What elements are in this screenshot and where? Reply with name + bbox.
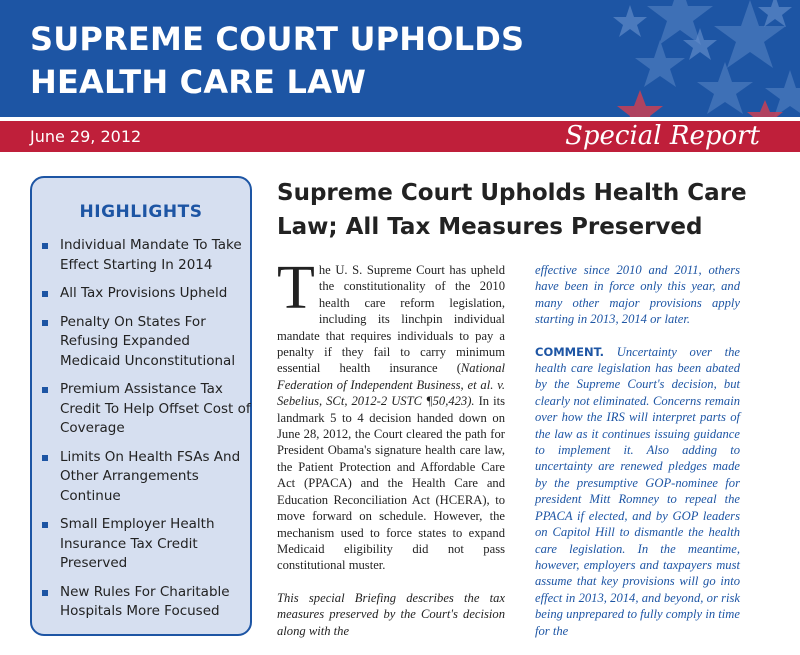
report-headline: [30, 18, 630, 104]
article-column-left: [277, 254, 506, 655]
date-bar: [0, 121, 800, 152]
article-paragraph: This special Briefing describes the tax measures preserved by the Court's decision along with the: [277, 590, 505, 638]
comment-label: COMMENT.: [535, 344, 605, 359]
stars-decoration-icon: [600, 0, 800, 117]
comment-paragraph: COMMENT. Uncertainty over the health care legislation has been abated by the Supreme Court's decision, but clearly not eliminated. Concerns remain over how the IRS will interpret parts of the law as it continues issuing guidance to implement it. Also adding to uncertainty are renewed pledges made by the presumptive GOP-nominee for president Mitt Romney to repeal the PPACA if elected, and by GOP leaders on Capitol Hill to dismantle the health care legislation. In the meantime, however, employers and taxpayers must assume that key provisions will go into effect in 2013, 2014, and beyond, or risk being unprepared to fully comply in time for the: [535, 344, 740, 638]
case-citation: National Federation of Independent Business, et al. v. Sebelius, SCt, 2012-2 USTC ¶50,423).: [277, 361, 505, 409]
highlight-item: Penalty On States For Refusing Expanded Medicaid Unconstitutional: [40, 313, 252, 372]
highlights-sidebar: [30, 176, 252, 636]
highlights-title: HIGHLIGHTS: [79, 202, 203, 222]
square-bullet-icon: [42, 522, 48, 528]
masthead: [0, 0, 800, 117]
highlight-item: Limits On Health FSAs And Other Arrangements Continue: [40, 448, 252, 507]
square-bullet-icon: [42, 455, 48, 461]
drop-cap: T: [277, 254, 315, 322]
publication-date: June 29, 2012: [30, 127, 142, 146]
article-title-line-2: Law; All Tax Measures Preserved: [277, 214, 703, 240]
headline-line-2: HEALTH CARE LAW: [30, 63, 367, 101]
article-title-line-1: Supreme Court Upholds Health Care: [277, 180, 747, 206]
highlight-item: Individual Mandate To Take Effect Starting In 2014: [40, 236, 252, 275]
headline-line-1: SUPREME COURT UPHOLDS: [30, 20, 525, 58]
highlight-item: New Rules For Charitable Hospitals More Focused: [40, 583, 252, 622]
square-bullet-icon: [42, 320, 48, 326]
highlight-item: Premium Assistance Tax Credit To Help Offset Cost of Coverage: [40, 380, 252, 439]
square-bullet-icon: [42, 590, 48, 596]
highlight-item: Small Employer Health Insurance Tax Credit Preserved: [40, 515, 252, 574]
article-paragraph: The U. S. Supreme Court has upheld the constitutionality of the 2010 health care reform legislation, including its linchpin individual mandate that requires individuals to pay a penalty if they fail to carry minimum essential health insurance (National Federation of Independent Business, et al. v. Sebelius, SCt, 2012-2 USTC ¶50,423). In its landmark 5 to 4 decision handed down on June 28, 2012, the Court cleared the path for President Obama's signature health care law, the Patient Protection and Affordable Care Act (PPACA) and the Health Care and Education Reconciliation Act (HCERA), to move forward on schedule. However, the mechanism used to force states to expand Medicaid eligibility did not pass constitutional muster.: [277, 254, 506, 573]
special-report-label: Special Report: [565, 121, 760, 151]
article-paragraph: effective since 2010 and 2011, others have been in force only this year, and many other major provisions apply starting in 2013, 2014 or later.: [535, 263, 740, 327]
highlights-list: [40, 236, 252, 631]
highlight-item: All Tax Provisions Upheld: [40, 284, 252, 304]
article-column-right: [535, 262, 740, 655]
square-bullet-icon: [42, 243, 48, 249]
square-bullet-icon: [42, 387, 48, 393]
article-title: [277, 176, 757, 244]
square-bullet-icon: [42, 291, 48, 297]
